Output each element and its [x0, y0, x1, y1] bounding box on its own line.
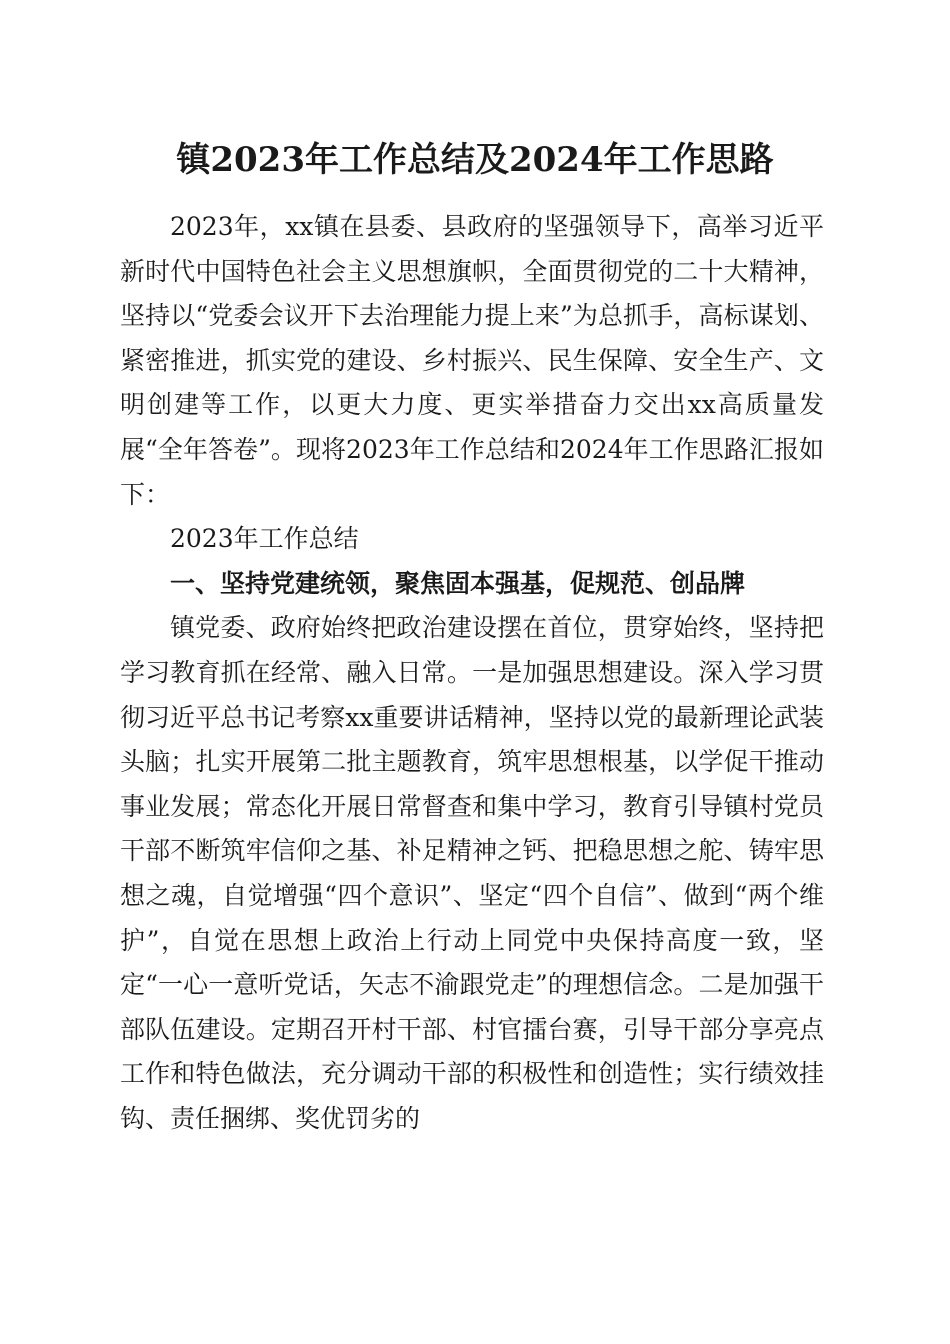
section-1-paragraph: 镇党委、政府始终把政治建设摆在首位，贯穿始终，坚持把学习教育抓在经常、融入日常。一是加强思想建设。深入学习贯彻习近平总书记考察xx重要讲话精神，坚持以党的最新理论武装头脑；扎实开展第二批主题教育，筑牢思想根基，以学促干推动事业发展；常态化开展日常督查和集中学习，教育引导镇村党员干部不断筑牢信仰之基、补足精神之钙、把稳思想之舵、铸牢思想之魂，自觉增强“四个意识”、坚定“四个自信”、做到“两个维护”，自觉在思想上政治上行动上同党中央保持高度一致，坚定“一心一意听党话，矢志不渝跟党走”的理想信念。二是加强干部队伍建设。定期召开村干部、村官擂台赛，引导干部分享亮点工作和特色做法，充分调动干部的积极性和创造性；实行绩效挂钩、责任捆绑、奖优罚劣的	[120, 613, 824, 1133]
document-title: 镇2023年工作总结及2024年工作思路	[176, 140, 774, 180]
section-label: 2023年工作总结	[170, 524, 359, 554]
intro-paragraph: 2023年，xx镇在县委、县政府的坚强领导下，高举习近平新时代中国特色社会主义思想旗帜，全面贯彻党的二十大精神，坚持以“党委会议开下去治理能力提上来”为总抓手，高标谋划、紧密推进，抓实党的建设、乡村振兴、民生保障、安全生产、文明创建等工作，以更大力度、更实举措奋力交出xx高质量发展“全年答卷”。现将2023年工作总结和2024年工作思路汇报如下：	[120, 212, 824, 509]
section-heading-1: 一、坚持党建统领，聚焦固本强基，促规范、创品牌	[170, 568, 746, 598]
document-body	[120, 205, 824, 1141]
